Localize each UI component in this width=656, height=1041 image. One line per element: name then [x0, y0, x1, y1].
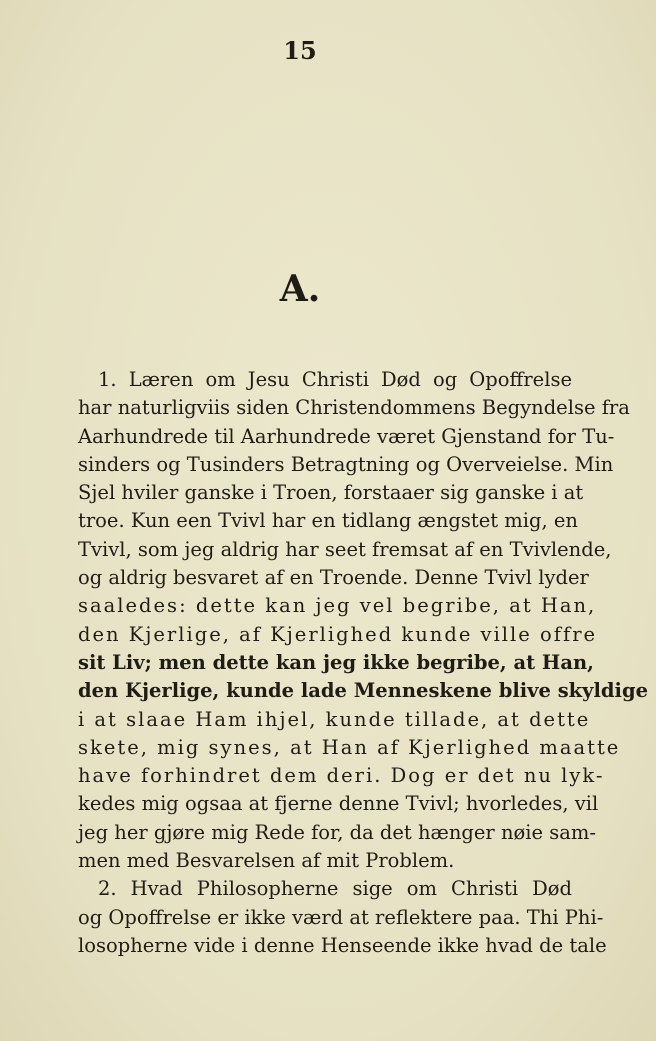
section-heading: A. — [279, 268, 321, 310]
text-line: 2. Hvad Philosopherne sige om Christi Død — [98, 877, 572, 901]
text-line: den Kjerlige, af Kjerlighed kunde ville offre — [78, 622, 598, 646]
body-text — [78, 366, 649, 960]
text-line: kedes mig ogsaa at fjerne denne Tvivl; hvorledes, vil — [78, 792, 599, 816]
page-number: 15 — [283, 36, 317, 65]
text-line: sinders og Tusinders Betragtning og Overveielse. Min — [78, 452, 614, 476]
text-line: saaledes: dette kan jeg vel begribe, at Han, — [78, 594, 597, 618]
text-line: jeg her gjøre mig Rede for, da det hænger nøie sam- — [78, 820, 596, 844]
text-line: losopherne vide i denne Henseende ikke hvad de tale — [78, 933, 607, 957]
text-line: har naturligviis siden Christendommens Begyndelse fra — [78, 396, 630, 420]
text-line: men med Besvarelsen af mit Problem. — [78, 849, 455, 873]
text-line: skete, mig synes, at Han af Kjerlighed maatte — [78, 735, 621, 759]
text-line: og aldrig besvaret af en Troende. Denne Tvivl lyder — [78, 566, 589, 590]
text-line: den Kjerlige, kunde lade Menneskene blive skyldige — [78, 679, 649, 703]
text-line: og Opoffrelse er ikke værd at reflektere paa. Thi Phi- — [78, 905, 604, 929]
text-line: have forhindret dem deri. Dog er det nu lyk- — [78, 764, 605, 788]
text-line: Aarhundrede til Aarhundrede været Gjenstand for Tu- — [78, 424, 615, 448]
text-line: Sjel hviler ganske i Troen, forstaaer sig ganske i at — [78, 481, 584, 505]
text-line: troe. Kun een Tvivl har en tidlang ængstet mig, en — [78, 509, 578, 533]
text-line: Tvivl, som jeg aldrig har seet fremsat af en Tvivlende, — [78, 537, 612, 561]
text-line: sit Liv; men dette kan jeg ikke begribe, at Han, — [78, 650, 594, 674]
text-line: i at slaae Ham ihjel, kunde tillade, at dette — [78, 707, 591, 731]
text-line: 1. Læren om Jesu Christi Død og Opoffrelse — [98, 368, 572, 391]
